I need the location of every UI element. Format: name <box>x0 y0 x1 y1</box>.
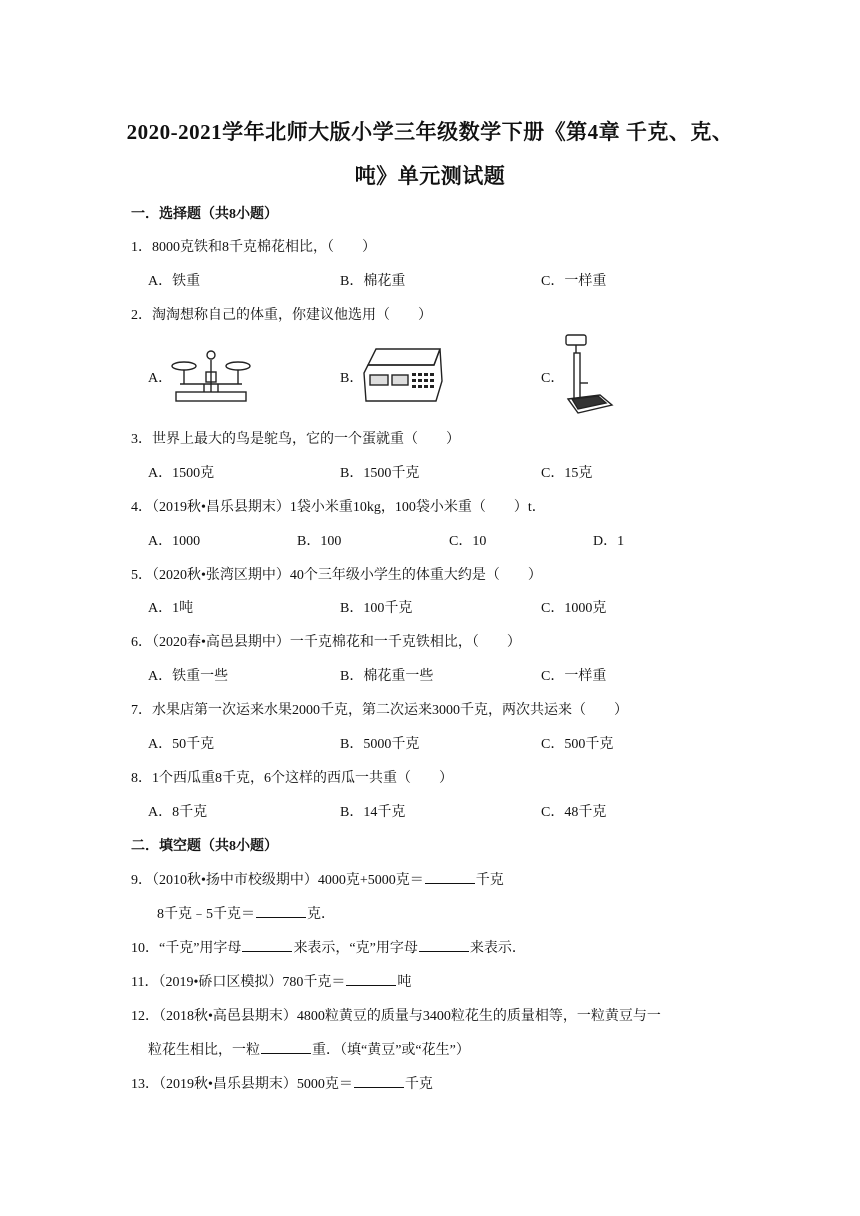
q3-option-b: B．1500千克 <box>340 466 420 481</box>
balance-scale-icon <box>170 346 252 404</box>
q6-option-a: A．铁重一些 <box>148 669 229 684</box>
question-8: 8．1个西瓜重8千克，6个这样的西瓜一共重（ ） <box>131 771 453 786</box>
question-1: 1．8000克铁和8千克棉花相比，（ ） <box>131 240 376 255</box>
q1-option-a: A．铁重 <box>148 274 201 289</box>
document-title-line2: 吨》单元测试题 <box>354 164 506 188</box>
question-3: 3．世界上最大的鸟是鸵鸟，它的一个蛋就重（ ） <box>131 432 460 447</box>
q4-option-b: B．100 <box>297 534 342 549</box>
q2-option-a: A． <box>148 371 173 386</box>
q1-option-b: B．棉花重 <box>340 274 406 289</box>
q7-option-a: A．50千克 <box>148 737 215 752</box>
q9b-text-after: 克． <box>307 907 335 922</box>
q10-text-before: 10．“千克”用字母 <box>131 941 242 956</box>
q5-option-c: C．1000克 <box>541 601 607 616</box>
question-5: 5．（2020秋•张湾区期中）40个三年级小学生的体重大约是（ ） <box>131 568 542 583</box>
question-6: 6．（2020春•高邑县期中）一千克棉花和一千克铁相比，（ ） <box>131 635 521 650</box>
question-12: 12．（2018秋•高邑县期末）4800粒黄豆的质量与3400粒花生的质量相等，一粒黄豆与一 <box>131 1009 661 1024</box>
question-12-line-2 <box>148 1039 470 1059</box>
q3-option-c: C．15克 <box>541 466 593 481</box>
answer-blank[interactable] <box>354 1075 404 1088</box>
q9-text-after: 千克 <box>475 873 504 888</box>
section-heading-choice: 一．选择题（共8小题） <box>131 207 278 222</box>
q9-text-before: 9．（2010秋•扬中市校级期中）4000克+5000克＝ <box>131 873 424 888</box>
answer-blank[interactable] <box>419 939 469 952</box>
q12-text-before: 粒花生相比，一粒 <box>148 1043 260 1058</box>
q8-option-c: C．48千克 <box>541 805 607 820</box>
answer-blank[interactable] <box>261 1041 311 1054</box>
answer-blank[interactable] <box>425 871 475 884</box>
q11-text-after: 吨 <box>397 975 412 990</box>
q4-option-c: C．10 <box>449 534 487 549</box>
question-4: 4．（2019秋•昌乐县期末）1袋小米重10kg，100袋小米重（ ）t． <box>131 500 546 515</box>
q7-option-c: C．500千克 <box>541 737 614 752</box>
section-heading-fill: 二．填空题（共8小题） <box>131 839 278 854</box>
q1-option-c: C．一样重 <box>541 274 607 289</box>
q10-text-middle: 来表示，“克”用字母 <box>293 941 418 956</box>
question-2: 2．淘淘想称自己的体重，你建议他选用（ ） <box>131 308 432 323</box>
q5-option-b: B．100千克 <box>340 601 413 616</box>
q2-option-c: C． <box>541 371 565 386</box>
q6-option-c: C．一样重 <box>541 669 607 684</box>
q13-text-before: 13．（2019秋•昌乐县期末）5000克＝ <box>131 1077 353 1092</box>
q13-text-after: 千克 <box>404 1077 433 1092</box>
question-11 <box>131 971 411 991</box>
question-13 <box>131 1073 433 1093</box>
q3-option-a: A．1500克 <box>148 466 215 481</box>
answer-blank[interactable] <box>242 939 292 952</box>
q5-option-a: A．1吨 <box>148 601 194 616</box>
document-title-line1: 2020-2021学年北师大版小学三年级数学下册《第4章 千克、克、 <box>126 120 734 144</box>
q9b-text-before: 8千克﹣5千克＝ <box>157 907 255 922</box>
question-9 <box>131 869 504 889</box>
question-7: 7．水果店第一次运来水果2000千克，第二次运来3000千克，两次共运来（ ） <box>131 703 628 718</box>
answer-blank[interactable] <box>256 905 306 918</box>
question-10 <box>131 937 526 957</box>
body-weight-scale-icon <box>562 333 618 415</box>
q7-option-b: B．5000千克 <box>340 737 420 752</box>
q10-text-after: 来表示． <box>469 941 526 956</box>
q6-option-b: B．棉花重一些 <box>340 669 434 684</box>
electronic-scale-icon <box>362 345 444 405</box>
q12-text-after: 重．（填“黄豆”或“花生”） <box>312 1043 470 1058</box>
q2-option-b: B． <box>340 371 364 386</box>
answer-blank[interactable] <box>346 973 396 986</box>
q4-option-d: D．1 <box>593 534 625 549</box>
q11-text-before: 11．（2019•硚口区模拟）780千克＝ <box>131 975 346 990</box>
q8-option-a: A．8千克 <box>148 805 208 820</box>
q8-option-b: B．14千克 <box>340 805 406 820</box>
q4-option-a: A．1000 <box>148 534 201 549</box>
question-9-part-2 <box>157 903 335 923</box>
